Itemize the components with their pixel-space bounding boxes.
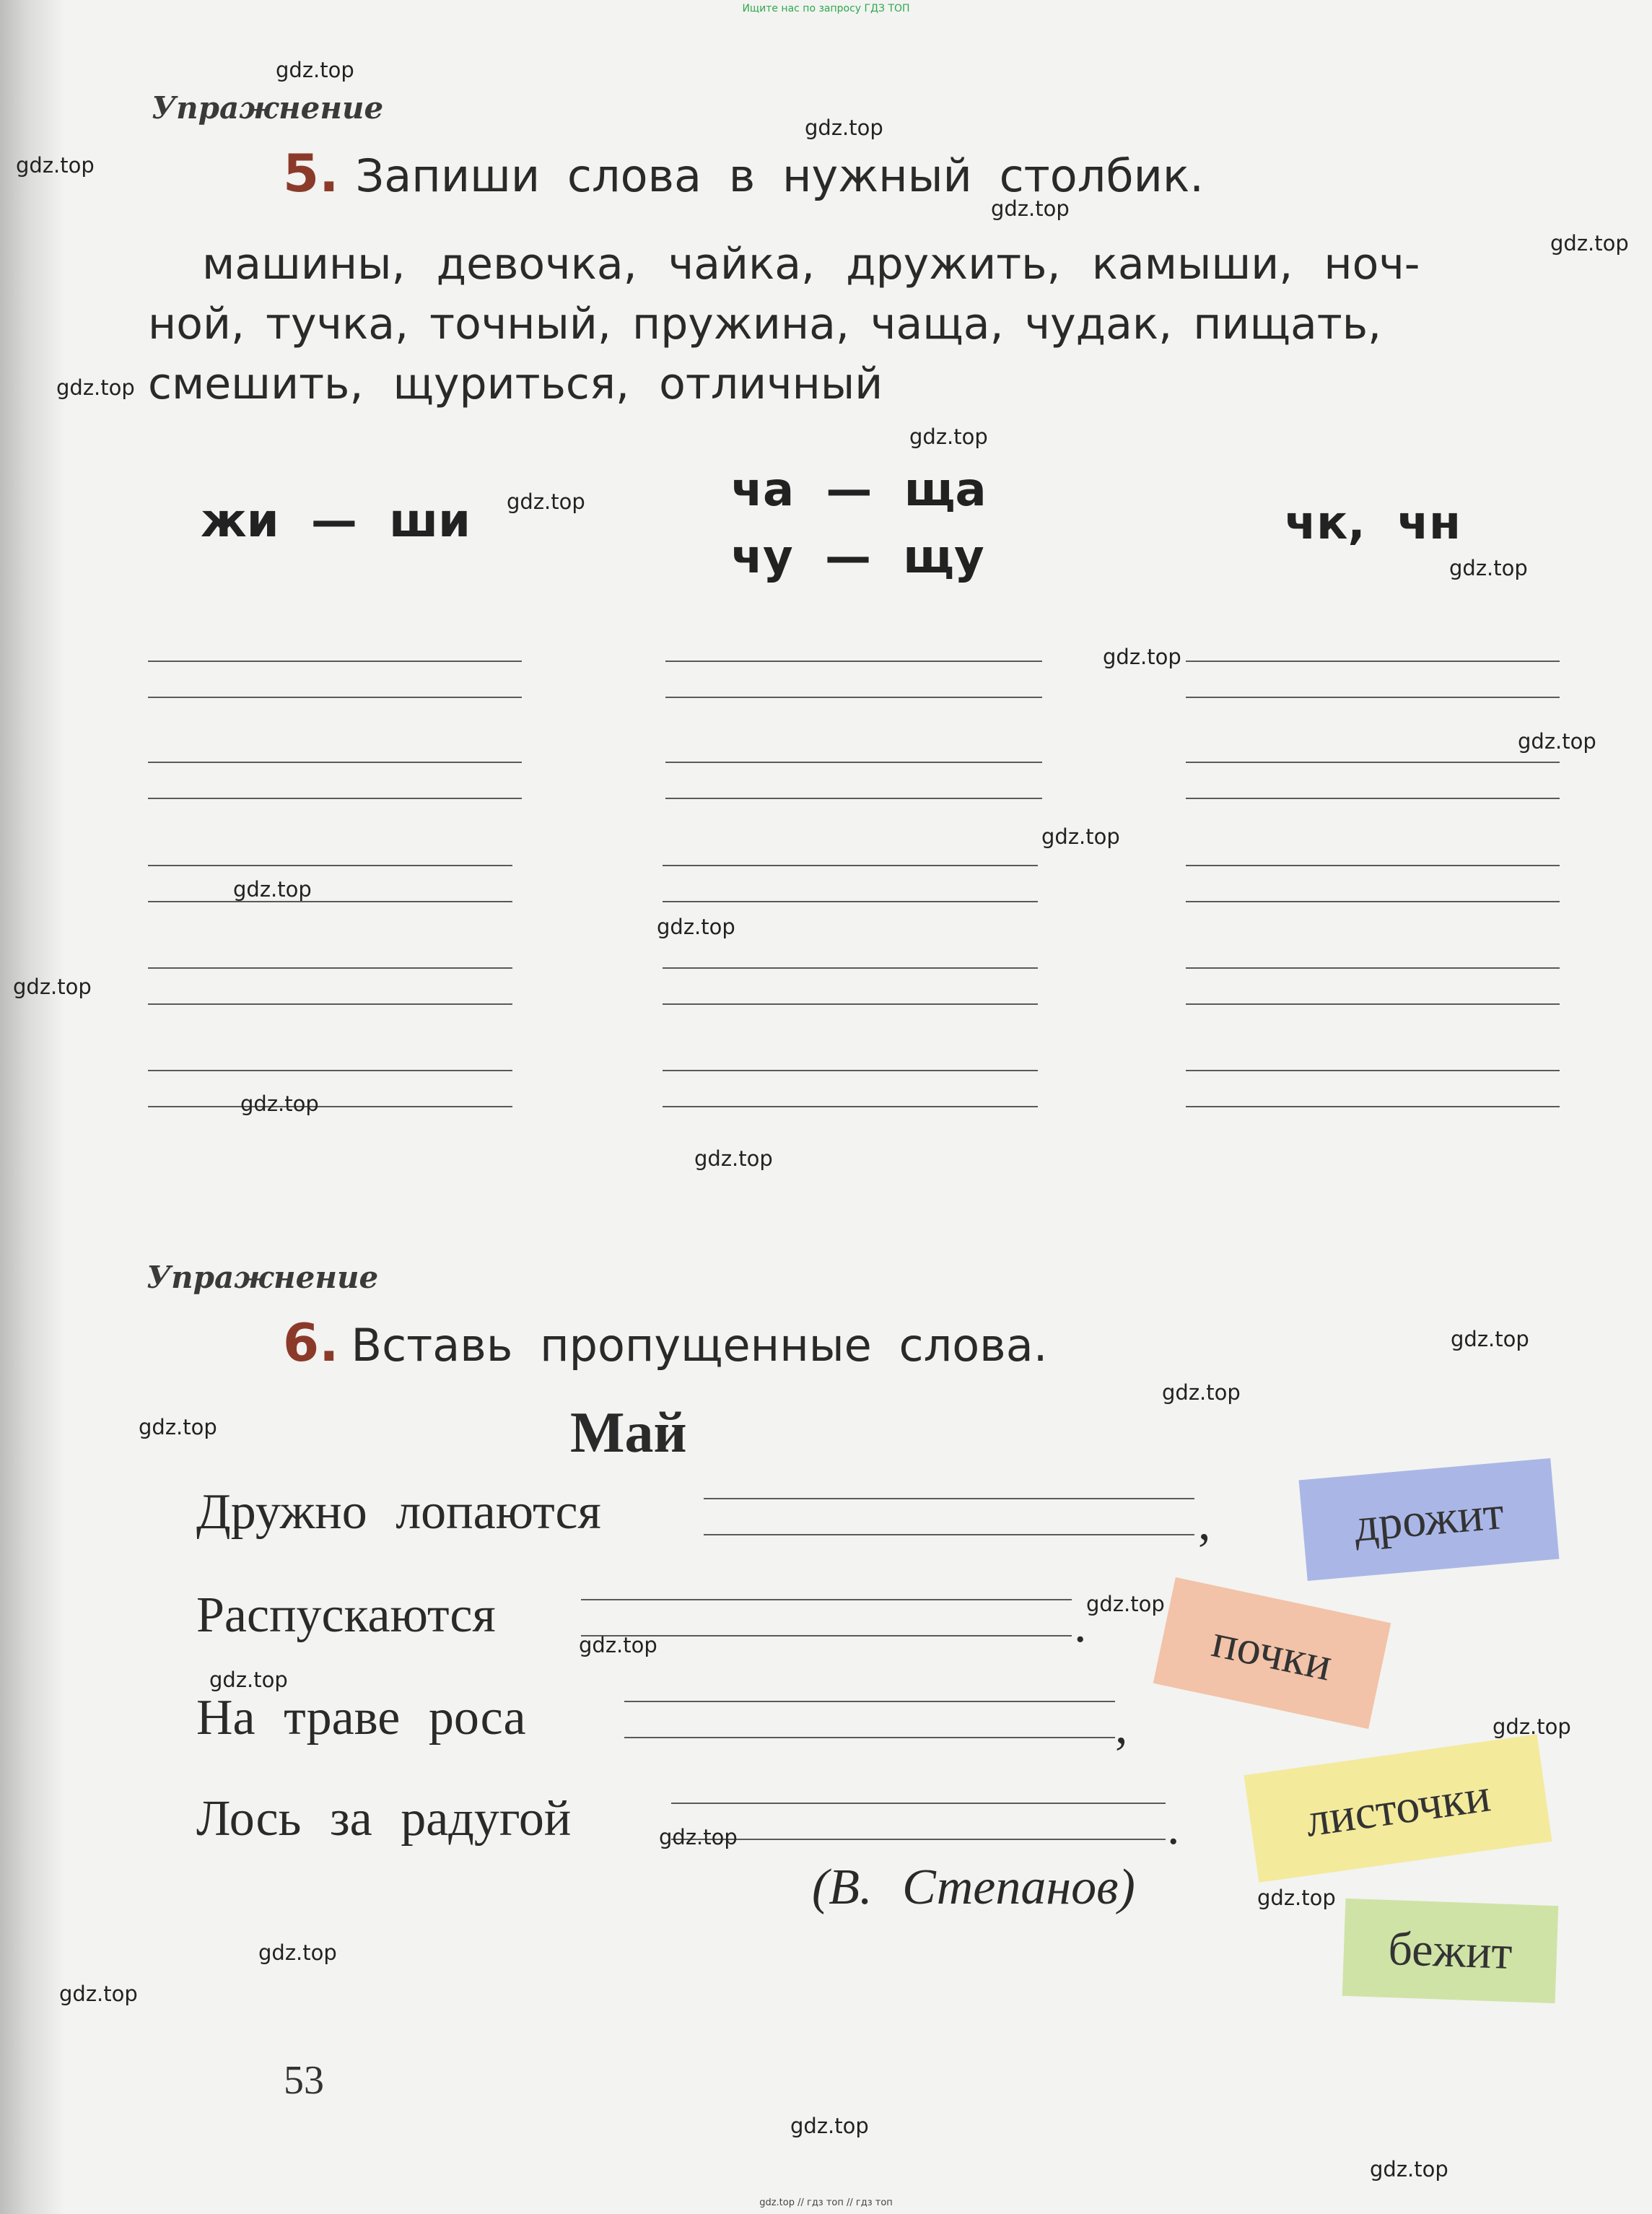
column-head-chu-schu: чу — щу (731, 531, 984, 584)
poem-line-4-punct: . (1167, 1800, 1180, 1855)
watermark: gdz.top (59, 1982, 138, 2006)
poem-author: (В. Степанов) (812, 1860, 1135, 1915)
writing-line[interactable] (665, 798, 1042, 799)
watermark: gdz.top (1550, 231, 1629, 256)
writing-line[interactable] (1186, 1106, 1560, 1107)
writing-line[interactable] (148, 865, 512, 866)
writing-line[interactable] (1186, 865, 1560, 866)
watermark: gdz.top (694, 1146, 773, 1171)
writing-line[interactable] (148, 1106, 512, 1107)
watermark: gdz.top (56, 375, 135, 400)
answer-line[interactable] (671, 1803, 1166, 1804)
watermark: gdz.top (233, 877, 312, 902)
exercise5-number: 5. (283, 143, 339, 204)
writing-line[interactable] (1186, 762, 1560, 763)
exercise6-number: 6. (283, 1312, 339, 1373)
writing-line[interactable] (148, 697, 522, 698)
poem-line-2: Распускаются (196, 1587, 496, 1643)
writing-line[interactable] (665, 762, 1042, 763)
writing-line[interactable] (663, 865, 1038, 866)
page-number: 53 (284, 2058, 324, 2103)
exercise6-heading: Упражнение (147, 1260, 379, 1295)
word-line-2: ной, тучка, точный, пружина, чаща, чудак, пищать, (148, 299, 1382, 349)
watermark: gdz.top (240, 1091, 319, 1116)
exercise6-instruction: Вставь пропущенные слова. (351, 1319, 1048, 1372)
exercise5-title (283, 143, 1204, 204)
poem-line-3: На траве роса (196, 1690, 526, 1746)
writing-line[interactable] (148, 661, 522, 662)
watermark: gdz.top (209, 1668, 288, 1692)
watermark: gdz.top (579, 1633, 657, 1657)
watermark: gdz.top (805, 116, 883, 140)
bottom-banner: gdz.top // гдз топ // гдз топ (759, 2197, 893, 2208)
watermark: gdz.top (909, 424, 988, 449)
watermark: gdz.top (1370, 2157, 1448, 2182)
exercise6-title (283, 1312, 1047, 1373)
writing-line[interactable] (665, 661, 1042, 662)
word-card-drozhit[interactable]: дрожит (1299, 1458, 1560, 1581)
writing-line[interactable] (148, 1003, 512, 1005)
exercise5-heading: Упражнение (152, 90, 384, 126)
watermark: gdz.top (1493, 1714, 1571, 1739)
poem-line-2-punct: . (1074, 1598, 1087, 1653)
watermark: gdz.top (1518, 729, 1596, 754)
answer-line[interactable] (704, 1498, 1194, 1499)
writing-line[interactable] (663, 901, 1038, 902)
writing-line[interactable] (1186, 1070, 1560, 1071)
writing-line[interactable] (148, 762, 522, 763)
writing-line[interactable] (1186, 798, 1560, 799)
poem-line-1-punct: , (1198, 1495, 1211, 1551)
watermark: gdz.top (991, 196, 1070, 221)
writing-line[interactable] (148, 967, 512, 969)
watermark: gdz.top (1451, 1327, 1529, 1351)
watermark: gdz.top (258, 1940, 337, 1965)
book-spine-shadow (0, 0, 65, 2214)
top-banner: Ищите нас по запросу ГДЗ ТОП (742, 3, 910, 14)
exercise5-instruction: Запиши слова в нужный столбик. (355, 149, 1205, 202)
writing-line[interactable] (663, 967, 1038, 969)
writing-line[interactable] (663, 1106, 1038, 1107)
word-card-pochki[interactable]: почки (1153, 1577, 1391, 1729)
writing-line[interactable] (663, 1003, 1038, 1005)
writing-line[interactable] (663, 1070, 1038, 1071)
watermark: gdz.top (657, 915, 735, 939)
word-line-3: смешить, щуриться, отличный (148, 359, 883, 409)
watermark: gdz.top (1257, 1886, 1336, 1910)
watermark: gdz.top (16, 153, 95, 178)
column-head-zhi-shi: жи — ши (201, 494, 471, 548)
watermark: gdz.top (1041, 824, 1120, 849)
watermark: gdz.top (1449, 556, 1528, 580)
writing-line[interactable] (1186, 697, 1560, 698)
column-head-chk-chn: чк, чн (1285, 497, 1461, 550)
writing-line[interactable] (1186, 661, 1560, 662)
poem-line-1: Дружно лопаются (196, 1484, 601, 1540)
writing-line[interactable] (148, 798, 522, 799)
word-line-1: машины, девочка, чайка, дружить, камыши, ноч- (202, 239, 1420, 289)
watermark: gdz.top (276, 58, 354, 82)
word-card-listochki[interactable]: листочки (1244, 1734, 1552, 1883)
writing-line[interactable] (1186, 967, 1560, 969)
poem-line-4: Лось за радугой (196, 1791, 572, 1847)
answer-line[interactable] (581, 1599, 1072, 1600)
writing-line[interactable] (1186, 1003, 1560, 1005)
watermark: gdz.top (13, 975, 92, 999)
watermark: gdz.top (1103, 645, 1181, 669)
watermark: gdz.top (139, 1415, 217, 1439)
word-card-bezhit[interactable]: бежит (1342, 1899, 1559, 2003)
watermark: gdz.top (507, 489, 585, 514)
answer-line[interactable] (624, 1701, 1115, 1702)
watermark: gdz.top (790, 2114, 869, 2138)
writing-line[interactable] (1186, 901, 1560, 902)
writing-line[interactable] (148, 901, 512, 902)
writing-line[interactable] (665, 697, 1042, 698)
writing-line[interactable] (148, 1070, 512, 1071)
watermark: gdz.top (1086, 1592, 1165, 1616)
answer-line[interactable] (624, 1737, 1115, 1738)
answer-line[interactable] (704, 1534, 1194, 1535)
column-head-cha-scha: ча — ща (731, 463, 987, 517)
poem-title: Май (570, 1401, 687, 1465)
poem-line-3-punct: , (1115, 1699, 1128, 1754)
watermark: gdz.top (659, 1825, 738, 1849)
watermark: gdz.top (1162, 1380, 1241, 1405)
answer-line[interactable] (671, 1839, 1166, 1840)
